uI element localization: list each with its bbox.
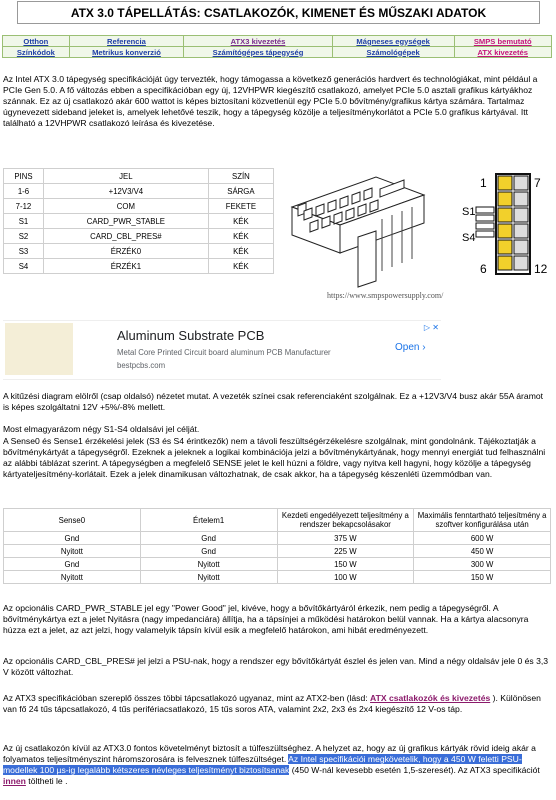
table-cell: S1 [4, 214, 44, 229]
nav-link-pc-psu[interactable]: Számítógépes tápegység [212, 47, 304, 57]
table-cell: Gnd [140, 532, 277, 545]
nav-link-metric[interactable]: Metrikus konverzió [92, 47, 161, 57]
table-cell: KÉK [208, 229, 273, 244]
advertisement[interactable] [3, 320, 441, 380]
ad-title[interactable]: Aluminum Substrate PCB [117, 328, 265, 343]
nav-item-metric[interactable] [69, 47, 184, 58]
nav-item-atx-pinout[interactable] [454, 47, 552, 58]
table-cell: SÁRGA [208, 184, 273, 199]
table-row [4, 169, 274, 184]
table-cell: 600 W [414, 532, 551, 545]
table-cell: Nyitott [4, 571, 141, 584]
table-cell: Nyitott [140, 571, 277, 584]
ad-open-label: Open [395, 342, 420, 353]
table-cell: FEKETE [208, 199, 273, 214]
table-cell: 7-12 [4, 199, 44, 214]
table-row [4, 532, 551, 545]
pwr-stable-paragraph: Az opcionális CARD_PWR_STABLE jel egy "Power Good" jel, kivéve, hogy a bővítőkártyáról érkezik, nem pedig a tápegységről. A bővítménykártya ezt a jelet Nyitásra (nagy impedanciára) állítja, ha a tápsínjei a működési határokon belül vannak. Ha a kártya alacsonyra húzza ezt a jelet, az azt jelzi, hogy valamelyik tápsín kívül esik a megfelelő határokon, ami hibát eredményezett. [3, 603, 529, 635]
source-url: https://www.smpspowersupply.com/ [327, 291, 444, 300]
sense-header: Maximális fenntartható teljesítmény a szoftver konfigurálása után [414, 509, 551, 532]
pin-label-6: 6 [480, 262, 487, 276]
pin-header-pins: PINS [4, 169, 44, 184]
final-text-after: (450 W-nál kevesebb esetén 1,5-szeresét). Az ATX3 specifikációt [289, 765, 540, 775]
page-title: ATX 3.0 TÁPELLÁTÁS: CSATLAKOZÓK, KIMENET ÉS MŰSZAKI ADATOK [17, 1, 540, 24]
download-link[interactable]: innen [3, 776, 26, 786]
table-cell: ÉRZÉK0 [43, 244, 208, 259]
pin-label-12: 12 [534, 262, 548, 276]
nav-item-pc-psu[interactable] [184, 47, 333, 58]
table-cell: +12V3/V4 [43, 184, 208, 199]
table-cell: 375 W [277, 532, 414, 545]
nav-item-calculators[interactable] [332, 47, 454, 58]
sense-paragraph: A Sense0 és Sense1 érzékelési jelek (S3 és S4 érintkezők) nem a távoli feszültségérzékelésre szolgálnak, mint gondolnánk. Tájékoztatják a bővítménykártyát a tápegységről. Ezeknek a jeleknek a logikai kombinációja jelzi a bővítménykártyának, hogy mennyi energiát tud felhasználni az alábbi táblázat szerint. A tápegységben a megfelelő SENSE jelet le kell húzni a földre, vagy nyitva kell hagyni, hogy közölje a tápegység kártyateljesítmény-korlátait. Ezek a jelek dinamikusan változhatnak, de csak akkor, ha a tápegység készenléti üzemmódban van. [3, 436, 546, 479]
sideband-heading: Most elmagyarázom négy S1-S4 oldalsávi jel célját. [3, 424, 200, 434]
highlighted-text: Az Intel specifikációi megkövetelik, hogy a 450 W feletti PSU-modellek 100 µs-ig legalább kétszeres névleges teljesítményt biztosítsanak [3, 754, 522, 775]
pin-table [3, 168, 274, 274]
diagram-note: A kitűzési diagram elölről (csap oldalsó) nézetet mutat. A vezeték színei csak referenciaként szolgálnak. Ez a +12V3/V4 busz akár 55A áramot is képes szolgáltatni 12V +5%/-8% mellett. [3, 391, 544, 412]
nav-link-reference[interactable]: Referencia [107, 36, 146, 46]
atx-connectors-link[interactable]: ATX csatlakozók és kivezetés [370, 693, 491, 703]
table-cell: 450 W [414, 545, 551, 558]
cbl-pres-paragraph: Az opcionális CARD_CBL_PRES# jel jelzi a PSU-nak, hogy a rendszer egy bővítőkártyát észlel és jelen van. Mind a négy oldalsáv jele 0 és 3,3 V között változhat. [3, 656, 549, 677]
sense-table [3, 508, 551, 584]
table-row [4, 184, 274, 199]
table-cell: Gnd [4, 558, 141, 571]
pin-label-s1: S1 [462, 206, 476, 218]
ad-url[interactable]: bestpcbs.com [117, 361, 166, 370]
nav-item-smps[interactable] [454, 36, 552, 47]
final-paragraph [3, 743, 551, 787]
nav-item-otthon[interactable] [3, 36, 70, 47]
connector-diagram [284, 167, 554, 307]
table-cell: COM [43, 199, 208, 214]
table-cell: CARD_PWR_STABLE [43, 214, 208, 229]
nav-link-home[interactable]: Otthon [23, 36, 49, 46]
table-cell: ÉRZÉK1 [43, 259, 208, 274]
nav-link-magnetic[interactable]: Mágneses egységek [356, 36, 430, 46]
nav-link-calculators[interactable]: Számológépek [366, 47, 420, 57]
final-text-end: töltheti le . [25, 776, 68, 786]
sense-header: Sense0 [4, 509, 141, 532]
table-row [4, 214, 274, 229]
table-cell: 150 W [414, 571, 551, 584]
nav-item-atx3[interactable] [184, 36, 333, 47]
ad-description: Metal Core Printed Circuit board aluminum PCB Manufacturer [117, 348, 331, 357]
pin-label-7: 7 [534, 176, 541, 190]
table-cell: CARD_CBL_PRES# [43, 229, 208, 244]
ad-open-button[interactable] [395, 342, 426, 353]
table-cell: S2 [4, 229, 44, 244]
intro-paragraph: Az Intel ATX 3.0 tápegység specifikációját úgy tervezték, hogy támogassa a következő generációs hardvert és technológiákat, mint például a PCIe Gen 5.0. A fő változás ebben a specifikációban egy új, 12VHPWR kiegészítő csatlakozó, amelyet PCIe 5.0 asztali grafikus kártyákhoz szánnak. Ez az új csatlakozó akár 600 wattot is képes biztosítani közvetlenül egy PCIe 5.0 bővítmény/grafikus kártya számára. Tartalmaz úgynevezett sideband jeleket is, amelyek lehetővé teszik, hogy a tápegység közölje a teljesítménykorlátot a PCIe 5.0 grafikus kártyával. Itt található a 12VHPWR csatlakozó leírása és kivezetése. [3, 74, 538, 128]
table-row [4, 545, 551, 558]
nav-link-atx3-pinout[interactable]: ATX3 kivezetés [230, 36, 286, 46]
table-row [4, 571, 551, 584]
table-row [4, 229, 274, 244]
nav-link-atx-pinout[interactable]: ATX kivezetés [477, 47, 528, 57]
nav-link-smps[interactable]: SMPS bemutató [473, 36, 532, 46]
nav-item-referencia[interactable] [69, 36, 184, 47]
table-row [4, 199, 274, 214]
connector-drawing [292, 177, 424, 287]
pin-label-1: 1 [480, 176, 487, 190]
nav-link-colorcodes[interactable]: Színkódok [16, 47, 55, 57]
table-cell: 150 W [277, 558, 414, 571]
pin-label-s4: S4 [462, 232, 476, 244]
table-cell: Gnd [140, 545, 277, 558]
atx3-text-before: Az ATX3 specifikációban szereplő összes többi tápcsatlakozó ugyanaz, mint az ATX2-ben (lásd: [3, 693, 371, 703]
nav-item-colorcodes[interactable] [3, 47, 70, 58]
table-row [4, 259, 274, 274]
table-cell: 1-6 [4, 184, 44, 199]
table-row [4, 244, 274, 259]
table-cell: S4 [4, 259, 44, 274]
ad-image[interactable] [5, 323, 73, 375]
chevron-right-icon: › [422, 342, 426, 353]
nav-menu [2, 35, 552, 58]
table-row [4, 509, 551, 532]
sense-header: Kezdeti engedélyezett teljesítmény a rendszer bekapcsolásakor [277, 509, 414, 532]
table-cell: KÉK [208, 214, 273, 229]
table-cell: KÉK [208, 244, 273, 259]
nav-item-magnetic[interactable] [332, 36, 454, 47]
table-cell: S3 [4, 244, 44, 259]
table-row [4, 558, 551, 571]
final-text-before: Az új csatlakozón kívül az ATX3.0 fontos követelményt biztosít a túlfeszültséghez. A helyzet az, hogy az új grafikus kártyák rövid ideig akár a folyamatos teljesítményszint háromszorosára is felvesznek túlfeszültséget. [3, 743, 536, 764]
table-cell: 300 W [414, 558, 551, 571]
sense-header: Értelem1 [140, 509, 277, 532]
atx3-paragraph [3, 693, 551, 715]
table-cell: Nyitott [140, 558, 277, 571]
pin-header-color: SZÍN [208, 169, 273, 184]
table-cell: Nyitott [4, 545, 141, 558]
table-cell: 100 W [277, 571, 414, 584]
table-cell: KÉK [208, 259, 273, 274]
ad-close-icon[interactable]: ▷ ✕ [423, 323, 439, 332]
table-cell: 225 W [277, 545, 414, 558]
atx3-text-after: ). Különösen van fő 24 tűs tápcsatlakozó, 4 tűs perifériacsatlakozó, 15 tűs soros ATA, valamint 2x2, 2x3 és 2x4 kiegészítő 12 V-os táp. [3, 693, 541, 714]
table-cell: Gnd [4, 532, 141, 545]
pin-header-signal: JEL [43, 169, 208, 184]
